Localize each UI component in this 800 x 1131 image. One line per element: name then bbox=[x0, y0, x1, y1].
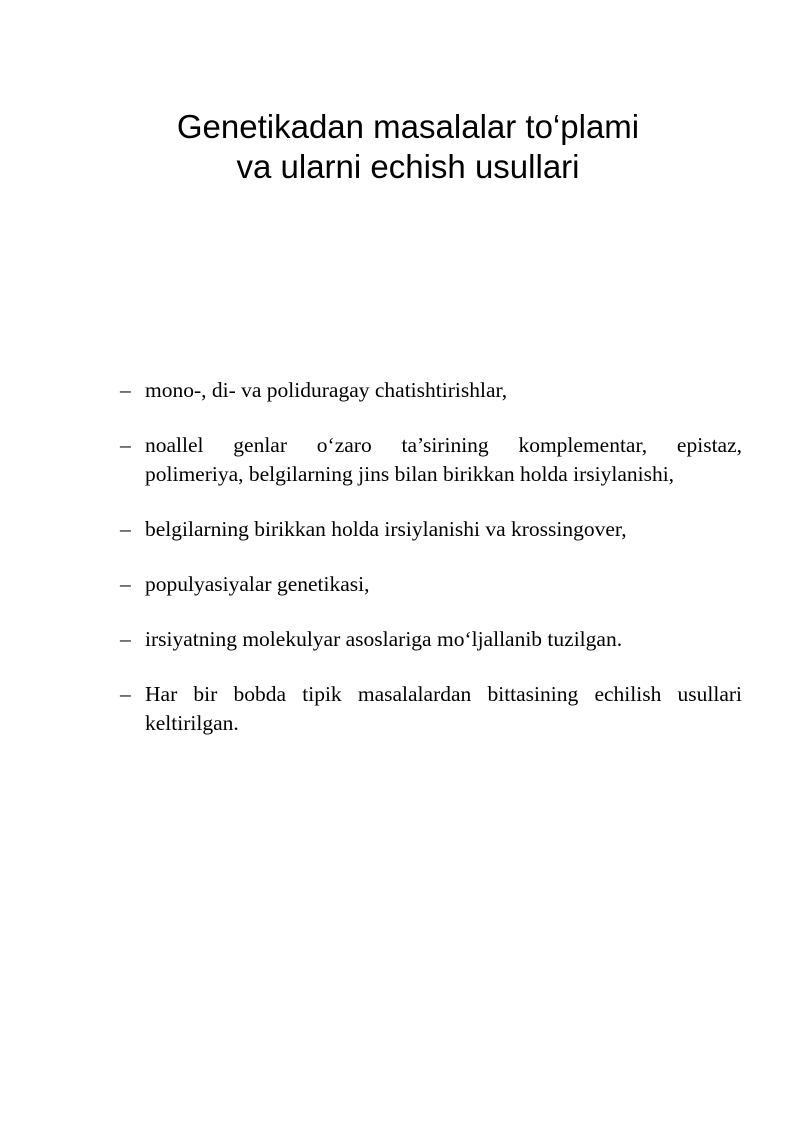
dash-bullet: – bbox=[120, 572, 131, 596]
list-item-text: Har bir bobda tipik masalalardan bittasining echilish usullari bbox=[145, 682, 742, 706]
list-item-text: noallel genlar o‘zaro ta’sirining komplementar, epistaz, bbox=[145, 433, 742, 457]
list-item-text: populyasiyalar genetikasi, bbox=[145, 572, 370, 596]
topic-list bbox=[120, 376, 742, 764]
list-item-text: mono-, di- va poliduragay chatishtirishlar, bbox=[145, 378, 508, 402]
dash-bullet: – bbox=[120, 627, 131, 651]
list-item bbox=[120, 625, 742, 654]
list-item bbox=[120, 376, 742, 405]
dash-bullet: – bbox=[120, 433, 131, 457]
dash-bullet: – bbox=[120, 378, 131, 402]
dash-bullet: – bbox=[120, 517, 131, 541]
list-item bbox=[120, 515, 742, 544]
page-title-line-1: Genetikadan masalalar to‘plami bbox=[176, 108, 640, 145]
list-item-text: irsiyatning molekulyar asoslariga mo‘ljallanib tuzilgan. bbox=[145, 627, 623, 651]
list-item bbox=[120, 431, 742, 489]
list-item bbox=[120, 570, 742, 599]
list-item-text: polimeriya, belgilarning jins bilan birikkan holda irsiylanishi, bbox=[145, 462, 675, 486]
list-item bbox=[120, 680, 742, 738]
list-item-text: belgilarning birikkan holda irsiylanishi va krossingover, bbox=[145, 517, 627, 541]
list-item-text: keltirilgan. bbox=[145, 711, 239, 735]
dash-bullet: – bbox=[120, 682, 131, 706]
page-title-line-2: va ularni echish usullari bbox=[236, 148, 580, 185]
